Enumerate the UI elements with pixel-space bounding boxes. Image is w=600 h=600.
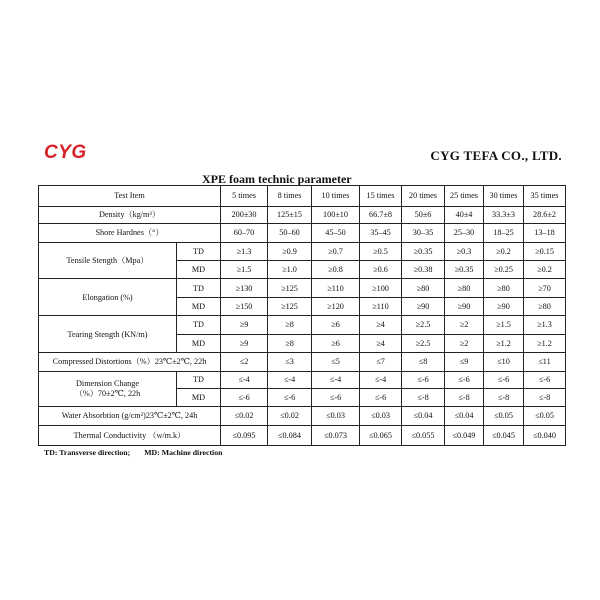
header-cell: 8 times — [268, 186, 312, 207]
header-cell: 10 times — [312, 186, 360, 207]
table-row — [39, 316, 566, 334]
table-cell: ≤-4 — [221, 371, 268, 388]
table-cell: ≤10 — [484, 353, 524, 371]
table-cell: ≥70 — [524, 279, 566, 297]
table-cell: ≤-8 — [402, 389, 445, 406]
parameter-table — [38, 185, 566, 446]
header-row — [39, 186, 566, 207]
table-cell: ≥0.25 — [484, 260, 524, 278]
table-cell: ≤8 — [402, 353, 445, 371]
direction-label: TD — [177, 371, 221, 388]
table-cell: 33.3±3 — [484, 206, 524, 223]
table-cell: 125±15 — [268, 206, 312, 223]
table-cell: ≥0.6 — [360, 260, 402, 278]
table-cell: ≥1.2 — [484, 334, 524, 352]
row-label: Shore Hardnes（°） — [39, 224, 221, 242]
table-cell: ≥1.0 — [268, 260, 312, 278]
table-cell: ≤0.073 — [312, 426, 360, 446]
table-cell: 200±30 — [221, 206, 268, 223]
table-cell: ≤-6 — [268, 389, 312, 406]
table-row — [39, 426, 566, 446]
direction-label: MD — [177, 260, 221, 278]
company-logo: CYG — [44, 142, 87, 163]
direction-label: MD — [177, 297, 221, 315]
header-cell: 20 times — [402, 186, 445, 207]
table-cell: ≥0.7 — [312, 242, 360, 260]
table-cell: ≥120 — [312, 297, 360, 315]
table-row — [39, 406, 566, 426]
table-row — [39, 242, 566, 260]
table-cell: ≤-6 — [484, 371, 524, 388]
direction-label: MD — [177, 389, 221, 406]
table-cell: ≤0.03 — [360, 406, 402, 426]
table-cell: ≥0.35 — [445, 260, 484, 278]
footnote-td: TD: Transverse direction; — [44, 448, 131, 457]
table-cell: 28.6±2 — [524, 206, 566, 223]
header-cell: 25 times — [445, 186, 484, 207]
table-cell: ≤-8 — [524, 389, 566, 406]
table-cell: ≤7 — [360, 353, 402, 371]
table-cell: ≥0.8 — [312, 260, 360, 278]
table-cell: ≥1.5 — [484, 316, 524, 334]
table-cell: ≥0.35 — [402, 242, 445, 260]
direction-label: TD — [177, 242, 221, 260]
table-cell: ≥150 — [221, 297, 268, 315]
table-row — [39, 371, 566, 388]
table-cell: ≤0.084 — [268, 426, 312, 446]
table-cell: 25–30 — [445, 224, 484, 242]
table-cell: ≥110 — [312, 279, 360, 297]
table-cell: ≤0.05 — [484, 406, 524, 426]
table-cell: ≤0.040 — [524, 426, 566, 446]
table-cell: ≤0.065 — [360, 426, 402, 446]
table-cell: ≤0.04 — [445, 406, 484, 426]
footnote-md: MD: Machine direction — [144, 448, 223, 457]
table-cell: ≥80 — [402, 279, 445, 297]
table-cell: ≤-6 — [221, 389, 268, 406]
table-cell: 66.7±8 — [360, 206, 402, 223]
row-label: Elongation (%) — [39, 279, 177, 316]
table-cell: ≤0.049 — [445, 426, 484, 446]
table-cell: 50–60 — [268, 224, 312, 242]
table-cell: ≥2.5 — [402, 334, 445, 352]
table-cell: ≤0.045 — [484, 426, 524, 446]
row-label: Thermal Conductivity （w/m.k） — [39, 426, 221, 446]
table-cell: ≤11 — [524, 353, 566, 371]
table-cell: ≥9 — [221, 316, 268, 334]
table-cell: ≤-6 — [524, 371, 566, 388]
table-cell: ≥1.2 — [524, 334, 566, 352]
row-label: Tearing Stength (KN/m) — [39, 316, 177, 353]
table-cell: ≤0.02 — [268, 406, 312, 426]
header-cell: Test Item — [39, 186, 221, 207]
table-row — [39, 224, 566, 242]
company-name: CYG TEFA CO., LTD. — [430, 148, 562, 163]
direction-label: TD — [177, 279, 221, 297]
table-cell: ≥0.2 — [484, 242, 524, 260]
table-cell: ≥8 — [268, 316, 312, 334]
table-cell: ≥0.3 — [445, 242, 484, 260]
table-cell: 18–25 — [484, 224, 524, 242]
table-cell: ≤-4 — [312, 371, 360, 388]
table-cell: ≥6 — [312, 316, 360, 334]
table-cell: 50±6 — [402, 206, 445, 223]
table-cell: ≤0.095 — [221, 426, 268, 446]
table-cell: ≥0.9 — [268, 242, 312, 260]
table-cell: ≤0.03 — [312, 406, 360, 426]
table-cell: 40±4 — [445, 206, 484, 223]
row-label: Compressed Distortions（%）23℃±2℃, 22h — [39, 353, 221, 371]
table-cell: 60–70 — [221, 224, 268, 242]
row-label — [39, 371, 177, 406]
row-label-line: Dimension Change — [76, 379, 139, 389]
table-cell: ≤0.02 — [221, 406, 268, 426]
table-row — [39, 279, 566, 297]
table-cell: ≤5 — [312, 353, 360, 371]
table-cell: ≥100 — [360, 279, 402, 297]
table-cell: ≥90 — [445, 297, 484, 315]
table-cell: ≤-6 — [402, 371, 445, 388]
table-cell: 13–18 — [524, 224, 566, 242]
table-cell: ≥2.5 — [402, 316, 445, 334]
footnote — [44, 448, 222, 457]
table-cell: ≤0.04 — [402, 406, 445, 426]
table-row — [39, 353, 566, 371]
table-cell: 100±10 — [312, 206, 360, 223]
table-cell: 45–50 — [312, 224, 360, 242]
table-cell: ≤3 — [268, 353, 312, 371]
table-cell: 35–45 — [360, 224, 402, 242]
row-label: Tensile Stength（Mpa） — [39, 242, 177, 279]
table-cell: ≥2 — [445, 316, 484, 334]
table-cell: ≥6 — [312, 334, 360, 352]
row-label-line: （%）70±2℃, 22h — [74, 388, 141, 398]
table-cell: ≤0.05 — [524, 406, 566, 426]
table-cell: ≥90 — [484, 297, 524, 315]
table-cell: ≥0.2 — [524, 260, 566, 278]
header-cell: 5 times — [221, 186, 268, 207]
table-cell: ≤9 — [445, 353, 484, 371]
row-label: Water Absorbtion (g/cm²)23℃±2℃, 24h — [39, 406, 221, 426]
header-cell: 35 times — [524, 186, 566, 207]
table-cell: ≤-8 — [484, 389, 524, 406]
table-cell: ≥80 — [484, 279, 524, 297]
table-title: XPE foam technic parameter — [202, 172, 352, 186]
header-cell: 30 times — [484, 186, 524, 207]
table-cell: ≥125 — [268, 297, 312, 315]
table-cell: ≥4 — [360, 316, 402, 334]
table-cell: ≥0.5 — [360, 242, 402, 260]
table-cell: ≥1.3 — [221, 242, 268, 260]
table-row — [39, 206, 566, 223]
table-cell: ≤-6 — [445, 371, 484, 388]
table-cell: ≥0.38 — [402, 260, 445, 278]
direction-label: MD — [177, 334, 221, 352]
table-cell: ≤-8 — [445, 389, 484, 406]
table-cell: ≥110 — [360, 297, 402, 315]
table-cell: ≥2 — [445, 334, 484, 352]
table-cell: ≤-6 — [312, 389, 360, 406]
row-label: Density（kg/m³） — [39, 206, 221, 223]
table-cell: ≤0.055 — [402, 426, 445, 446]
header-cell: 15 times — [360, 186, 402, 207]
table-cell: ≥8 — [268, 334, 312, 352]
table-cell: ≥80 — [445, 279, 484, 297]
table-cell: ≥130 — [221, 279, 268, 297]
table-cell: ≥9 — [221, 334, 268, 352]
table-cell: 30–35 — [402, 224, 445, 242]
table-cell: ≥125 — [268, 279, 312, 297]
table-cell: ≤-4 — [360, 371, 402, 388]
table-cell: ≤-6 — [360, 389, 402, 406]
table-cell: ≤-4 — [268, 371, 312, 388]
table-cell: ≥1.3 — [524, 316, 566, 334]
table-cell: ≤2 — [221, 353, 268, 371]
table-cell: ≥90 — [402, 297, 445, 315]
table-cell: ≥1.5 — [221, 260, 268, 278]
table-cell: ≥4 — [360, 334, 402, 352]
table-cell: ≥0.15 — [524, 242, 566, 260]
direction-label: TD — [177, 316, 221, 334]
table-cell: ≥80 — [524, 297, 566, 315]
